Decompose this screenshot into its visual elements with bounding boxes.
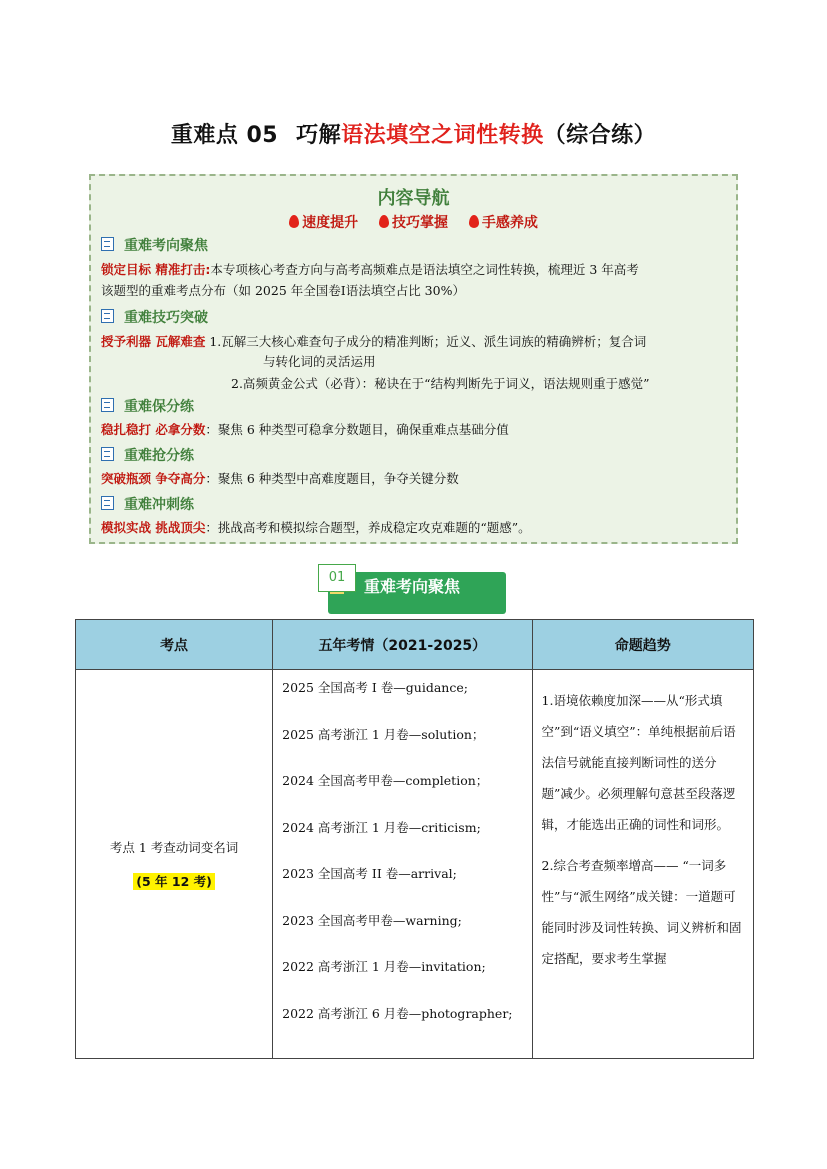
flame-icon bbox=[469, 215, 479, 228]
nav-tags bbox=[91, 212, 736, 232]
document-icon bbox=[101, 237, 114, 251]
content-navigation-box bbox=[89, 174, 738, 544]
exam-list bbox=[274, 671, 530, 1057]
nav-tag: 手感养成 bbox=[469, 212, 538, 232]
nav-tag: 速度提升 bbox=[289, 212, 358, 232]
document-icon bbox=[101, 496, 114, 510]
list-item: 2024 高考浙江 1 月卷—criticism; bbox=[282, 819, 481, 835]
document-icon bbox=[101, 398, 114, 412]
section-badge bbox=[318, 564, 508, 614]
flame-icon bbox=[289, 215, 299, 228]
list-item: 2024 全国高考甲卷—completion； bbox=[282, 773, 489, 788]
section-heading: 重难保分练 bbox=[101, 396, 194, 416]
exam-point: 考点 1 考查动词变名词 bbox=[109, 840, 239, 855]
section-line: 模拟实战 挑战顶尖：挑战高考和模拟综合题型，养成稳定攻克难题的“题感”。 bbox=[101, 520, 531, 535]
section-heading: 重难冲刺练 bbox=[101, 494, 194, 514]
column-header: 考点 bbox=[76, 620, 273, 670]
document-icon bbox=[101, 309, 114, 323]
exam-point-cell bbox=[76, 670, 273, 1059]
list-item: 2022 高考浙江 6 月卷—photographer; bbox=[282, 1005, 513, 1021]
exam-table bbox=[75, 619, 754, 1059]
section-heading: 重难考向聚焦 bbox=[101, 235, 208, 255]
section-line: 该题型的重难考点分布（如 2025 年全国卷I语法填空占比 30%） bbox=[101, 283, 465, 298]
exam-list-cell bbox=[273, 670, 532, 1059]
exam-count-badge: (5 年 12 考) bbox=[133, 873, 215, 890]
badge-number: 01 bbox=[318, 564, 356, 592]
list-item: 2023 全国高考甲卷—warning; bbox=[282, 912, 462, 928]
trend-cell bbox=[532, 670, 753, 1059]
table-row bbox=[76, 670, 754, 1059]
badge-label: 重难考向聚焦 bbox=[364, 577, 461, 596]
nav-heading: 内容导航 bbox=[377, 188, 450, 209]
section-heading: 重难抢分练 bbox=[101, 445, 194, 465]
list-item: 2022 高考浙江 1 月卷—invitation; bbox=[282, 959, 486, 974]
column-header: 命题趋势 bbox=[532, 620, 753, 670]
list-item: 2025 高考浙江 1 月卷—solution； bbox=[282, 726, 485, 742]
flame-icon bbox=[379, 215, 389, 228]
section-line: 突破瓶颈 争夺高分：聚焦 6 种类型中高难度题目，争夺关键分数 bbox=[101, 471, 459, 486]
document-icon bbox=[101, 447, 114, 461]
title-prefix: 重难点 05 bbox=[170, 123, 279, 148]
nav-tag: 技巧掌握 bbox=[379, 212, 448, 232]
section-line: 2.高频黄金公式（必背）：秘诀在于“结构判断先于词义，语法规则重于感觉” bbox=[231, 376, 650, 391]
section-line: 与转化词的灵活运用 bbox=[263, 354, 376, 369]
section-line: 锁定目标 精准打击:本专项核心考查方向与高考高频难点是语法填空之词性转换，梳理近 3 年高考 bbox=[101, 262, 639, 277]
section-line: 授予利器 瓦解难查 1.瓦解三大核心难查句子成分的精准判断；近义、派生词族的精确辨析；复合词 bbox=[101, 334, 647, 349]
trend-paragraph: 1.语境依赖度加深——从“形式填空”到“语义填空”：单纯根据前后语法信号就能直接判断词性的送分题”减少。必须理解句意甚至段落逻辑，才能选出正确的词性和词形。 bbox=[541, 693, 736, 832]
list-item: 2025 全国高考 I 卷—guidance; bbox=[282, 680, 468, 695]
trend-paragraph: 2.综合考查频率增高—— “一词多性”与“派生网络”成关键：一道题可能同时涉及词性转换、词义辨析和固定搭配，要求考生掌握 bbox=[541, 858, 742, 966]
section-line: 稳扎稳打 必拿分数：聚焦 6 种类型可稳拿分数题目，确保重难点基础分值 bbox=[101, 422, 509, 437]
list-item: 2023 全国高考 II 卷—arrival; bbox=[282, 866, 457, 881]
section-heading: 重难技巧突破 bbox=[101, 307, 208, 327]
title-mid: 巧解 bbox=[296, 123, 342, 148]
table-header-row bbox=[76, 620, 754, 670]
page-title bbox=[0, 118, 827, 149]
column-header: 五年考情（2021-2025） bbox=[273, 620, 532, 670]
title-suffix: （综合练） bbox=[543, 123, 657, 148]
title-highlight: 语法填空之词性转换 bbox=[341, 123, 544, 148]
